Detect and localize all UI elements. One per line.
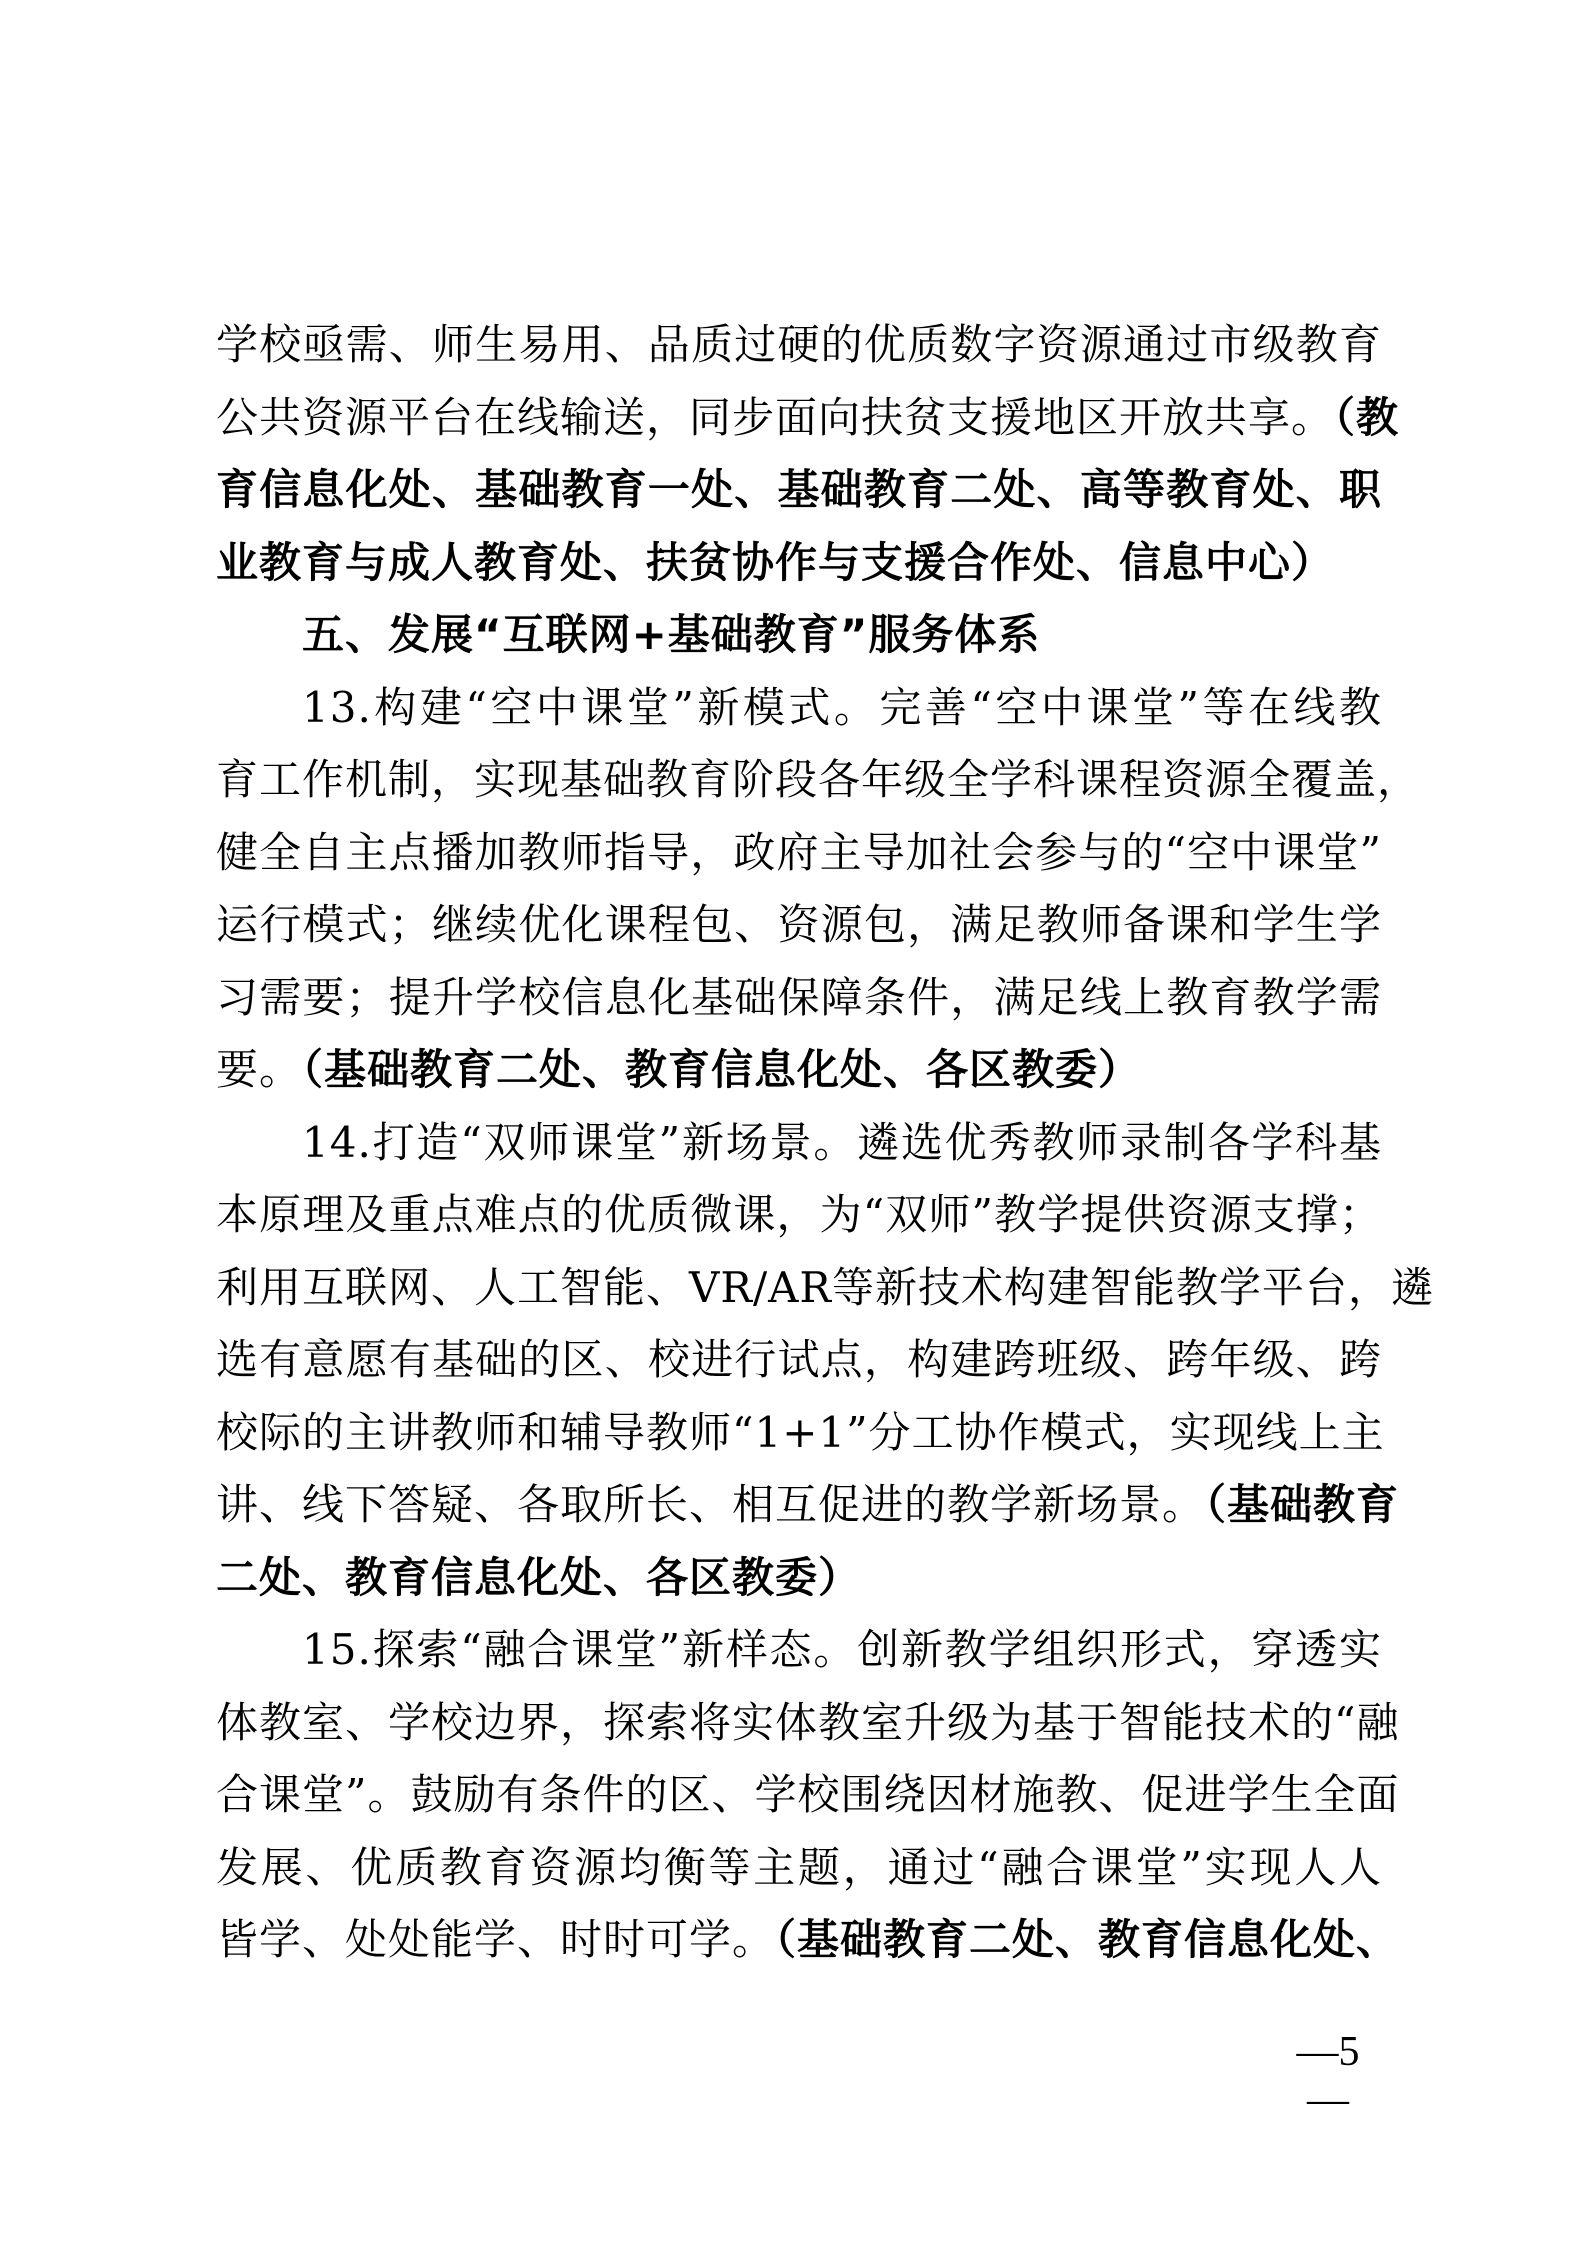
line-text: 讲、线下答疑、各取所长、相互促进的教学新场景。 bbox=[216, 1480, 1206, 1529]
line-text: 公共资源平台在线输送，同步面向扶贫支援地区开放共享。 bbox=[216, 392, 1335, 442]
line-text: 利用互联网、人工智能、VR/AR等新技术构建智能教学平台，遴 bbox=[216, 1262, 1435, 1312]
line-text: 14.打造“双师课堂”新场景。遴选优秀教师录制各学科基 bbox=[302, 1117, 1382, 1167]
responsible-departments: 二处、教育信息化处、各区教委） bbox=[216, 1552, 862, 1602]
text-line bbox=[216, 382, 1400, 455]
text-line bbox=[216, 1832, 1382, 1905]
line-text: 学校亟需、师生易用、品质过硬的优质数字资源通过市级教育 bbox=[216, 320, 1382, 369]
line-text: 体教室、学校边界，探索将实体教室升级为基于智能技术的“融 bbox=[216, 1697, 1400, 1747]
line-text: 皆学、处处能学、时时可学。 bbox=[216, 1915, 776, 1964]
line-text: 习需要；提升学校信息化基础保障条件，满足线上教育教学需 bbox=[216, 972, 1382, 1022]
text-line bbox=[216, 1469, 1400, 1542]
text-line bbox=[216, 454, 1382, 527]
line-text: 15.探索“融合课堂”新样态。创新教学组织形式，穿透实 bbox=[302, 1625, 1382, 1674]
text-line bbox=[216, 1252, 1435, 1325]
text-line bbox=[216, 744, 1421, 817]
text-line bbox=[216, 1034, 1382, 1107]
section-heading bbox=[216, 599, 1382, 672]
text-line bbox=[216, 1107, 1382, 1180]
text-line bbox=[216, 817, 1382, 890]
text-line bbox=[216, 1759, 1400, 1832]
text-line bbox=[216, 1397, 1385, 1470]
responsible-departments: （基础教育二处、教育信息化处、各区教委） bbox=[302, 1045, 1142, 1094]
responsible-departments: （教 bbox=[1334, 392, 1400, 442]
line-text: 运行模式；继续优化课程包、资源包，满足教师备课和学生学 bbox=[216, 900, 1382, 949]
responsible-departments: （基础教育二处、教育信息化处、 bbox=[775, 1915, 1400, 1964]
line-text: 校际的主讲教师和辅导教师“1+1”分工协作模式，实现线上主 bbox=[216, 1407, 1385, 1457]
text-line bbox=[216, 962, 1382, 1035]
responsible-departments: 业教育与成人教育处、扶贫协作与支援合作处、信息中心） bbox=[216, 537, 1335, 587]
line-text: 发展、优质教育资源均衡等主题，通过“融合课堂”实现人人 bbox=[216, 1842, 1382, 1892]
line-text: 选有意愿有基础的区、校进行试点，构建跨班级、跨年级、跨 bbox=[216, 1335, 1382, 1384]
line-text: 本原理及重点难点的优质微课，为“双师”教学提供资源支撑； bbox=[216, 1190, 1382, 1239]
text-line bbox=[216, 1542, 1382, 1615]
text-line bbox=[216, 1904, 1400, 1977]
text-line bbox=[216, 672, 1382, 745]
line-text: 合课堂”。鼓励有条件的区、学校围绕因材施教、促进学生全面 bbox=[216, 1770, 1400, 1819]
line-text: 五、发展“互联网+基础教育”服务体系 bbox=[302, 610, 1041, 659]
text-line bbox=[216, 889, 1382, 962]
text-line bbox=[216, 1687, 1400, 1760]
line-text: 13.构建“空中课堂”新模式。完善“空中课堂”等在线教 bbox=[302, 682, 1382, 732]
document-body bbox=[216, 309, 1435, 1977]
line-text: 要。 bbox=[216, 1045, 303, 1094]
responsible-departments: （基础教育 bbox=[1205, 1480, 1400, 1529]
text-line bbox=[216, 1614, 1382, 1687]
text-line bbox=[216, 309, 1382, 382]
page-number: —5— bbox=[1296, 2029, 1360, 2123]
text-line bbox=[216, 1324, 1382, 1397]
line-text: 育工作机制，实现基础教育阶段各年级全学科课程资源全覆盖， bbox=[216, 755, 1421, 804]
text-line bbox=[216, 527, 1382, 600]
line-text: 健全自主点播加教师指导，政府主导加社会参与的“空中课堂” bbox=[216, 827, 1382, 877]
responsible-departments: 育信息化处、基础教育一处、基础教育二处、高等教育处、职 bbox=[216, 465, 1382, 514]
text-line bbox=[216, 1179, 1382, 1252]
